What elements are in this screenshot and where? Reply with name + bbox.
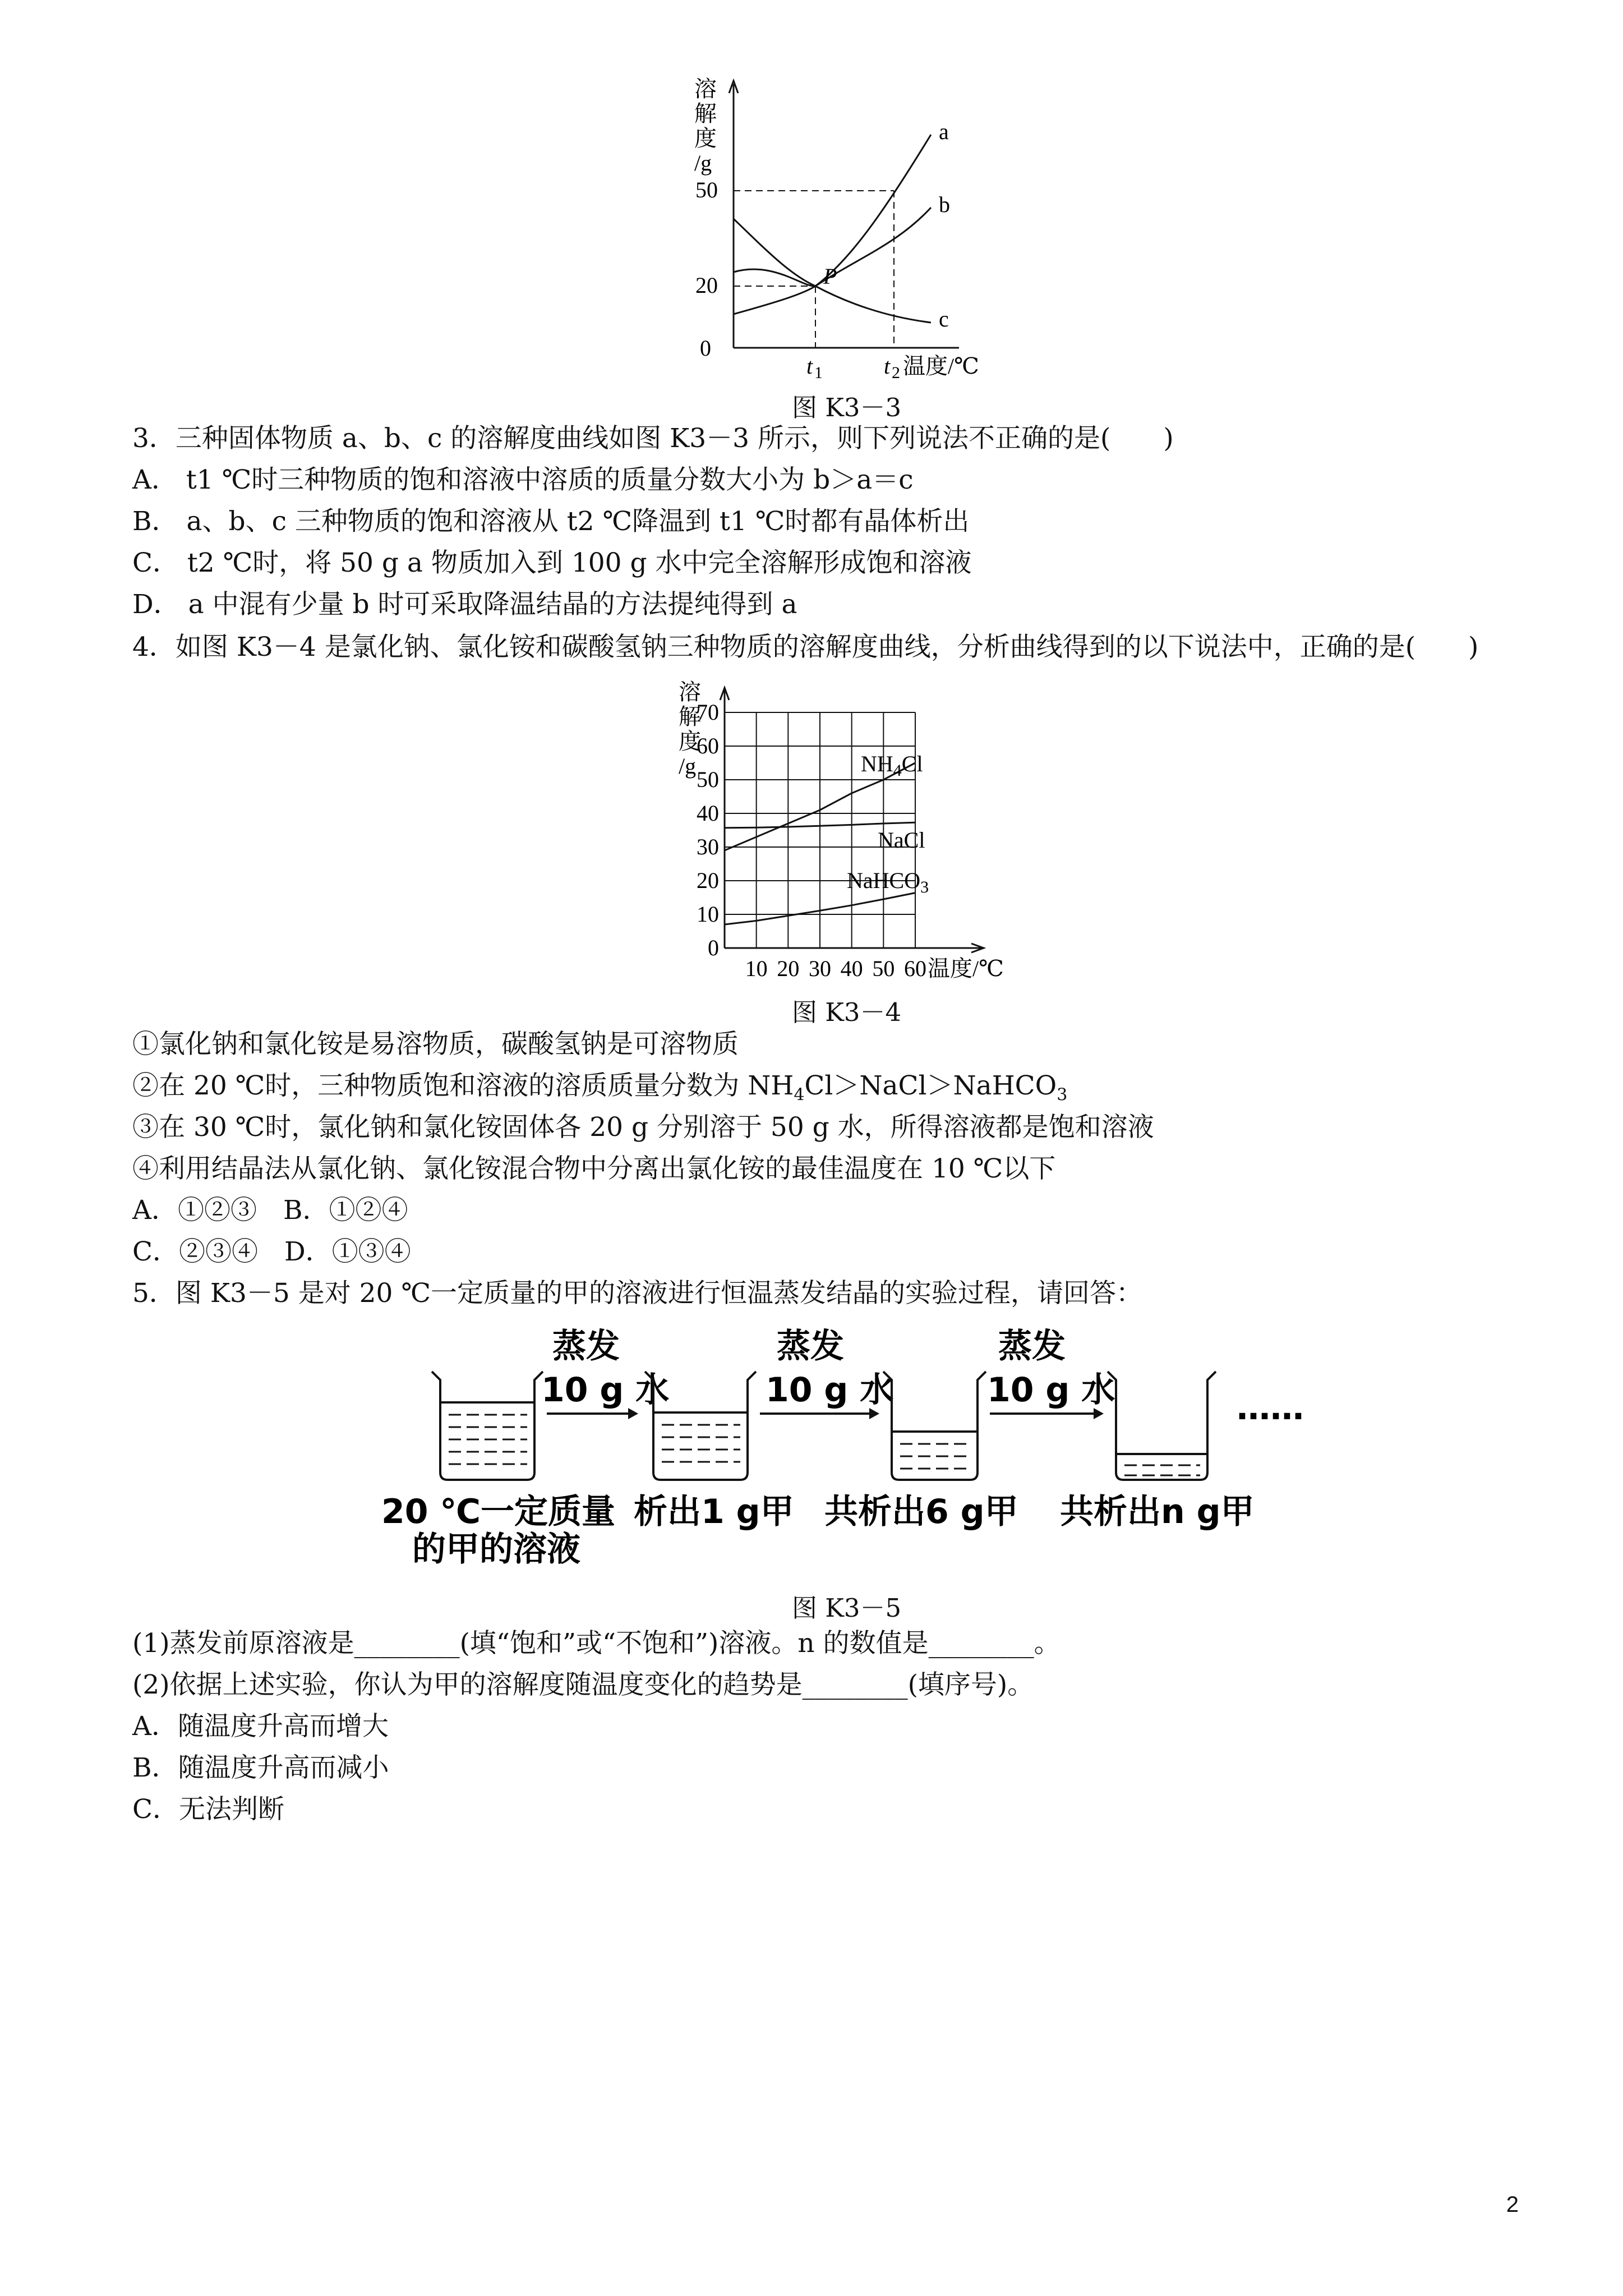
k33-ylabel-4: /g — [694, 150, 712, 176]
beaker-1-label-line2: 的甲的溶液 — [412, 1530, 580, 1565]
k34-ylabel-3: 度 — [679, 729, 701, 754]
k34-xlabel: 温度/℃ — [928, 956, 1004, 981]
k33-tick-t2: t — [884, 353, 891, 379]
k34-ytick: 50 — [697, 767, 719, 792]
beaker-4-label: 共析出n g甲 — [1060, 1492, 1255, 1531]
k34-ylabel-1: 溶 — [679, 679, 701, 705]
arrow-3-head — [1094, 1408, 1104, 1419]
figure-k3-4 — [656, 676, 1043, 990]
arrow-3-bottom: 10 g 水 — [987, 1370, 1115, 1410]
k34-ytick: 10 — [697, 901, 719, 927]
k34-x-ticks — [745, 956, 926, 981]
q3-option-a: A． t1 ℃时三种物质的饱和溶液中溶质的质量分数大小为 b＞a＝c — [132, 464, 914, 495]
figure-k3-5 — [359, 1318, 1335, 1565]
q5-option-a: A．随温度升高而增大 — [132, 1711, 389, 1742]
q4-stem: 4．如图 K3－4 是氯化钠、氯化铵和碳酸氢钠三种物质的溶解度曲线，分析曲线得到的以下说法中，正确的是( ) — [132, 632, 1479, 662]
k34-y-ticks — [697, 700, 719, 960]
q3-option-c: C． t2 ℃时，将 50 g a 物质加入到 100 g 水中完全溶解形成饱和溶液 — [132, 547, 972, 578]
k34-ytick: 70 — [697, 700, 719, 725]
q5-sub1: (1)蒸发前原溶液是________(填“饱和”或“不饱和”)溶液。n 的数值是________。 — [132, 1628, 1061, 1659]
k33-tick-20: 20 — [695, 273, 718, 298]
k34-grid — [720, 688, 984, 953]
figure-k3-4-caption: 图 K3－4 — [792, 997, 902, 1027]
k33-tick-t1-sub: 1 — [814, 364, 823, 382]
k34-xtick: 30 — [809, 956, 831, 981]
k34-ytick: 0 — [708, 935, 719, 960]
beaker-4 — [1108, 1372, 1216, 1480]
figure-k3-5-caption: 图 K3－5 — [792, 1593, 902, 1623]
arrow-1-head — [628, 1408, 638, 1419]
q4-statement-4: ④利用结晶法从氯化钠、氯化铵混合物中分离出氯化铵的最佳温度在 10 ℃以下 — [132, 1153, 1056, 1184]
q4-statement-3: ③在 30 ℃时，氯化钠和氯化铵固体各 20 g 分别溶于 50 g 水，所得溶液都是饱和溶液 — [132, 1112, 1154, 1143]
k34-label-nahco3: NaHCO$_3$ — [847, 868, 929, 896]
k34-xtick: 40 — [840, 956, 863, 981]
q5-stem: 5．图 K3－5 是对 20 ℃一定质量的甲的溶液进行恒温蒸发结晶的实验过程，请回答： — [132, 1278, 1142, 1309]
arrow-2-top: 蒸发 — [777, 1327, 844, 1366]
arrow-2-head — [869, 1408, 879, 1419]
k34-label-nh4cl: $NH_4Cl$ — [861, 751, 923, 780]
k34-xtick: 60 — [904, 956, 926, 981]
k33-label-b: b — [939, 192, 950, 217]
k34-ytick: 20 — [697, 868, 719, 893]
q4-options-ab: A．①②③ B．①②④ — [132, 1195, 408, 1226]
k33-y-label — [694, 76, 717, 176]
k34-ylabel-4: /g — [679, 753, 697, 779]
k34-y-label — [679, 679, 701, 779]
beaker-1 — [432, 1372, 543, 1480]
page-number: 2 — [1506, 2192, 1519, 2217]
q5-sub2: (2)依据上述实验，你认为甲的溶解度随温度变化的趋势是________(填序号)。 — [132, 1669, 1034, 1700]
k33-ylabel-1: 溶 — [694, 76, 717, 102]
k33-ylabel-2: 解 — [694, 101, 717, 126]
q5-option-c: C．无法判断 — [132, 1794, 284, 1825]
q4-statement-1: ①氯化钠和氯化铵是易溶物质，碳酸氢钠是可溶物质 — [132, 1029, 739, 1060]
k34-label-nacl: NaCl — [878, 827, 925, 853]
k34-ytick: 40 — [697, 800, 719, 826]
arrow-3-top: 蒸发 — [998, 1327, 1066, 1366]
arrow-1-bottom: 10 g 水 — [541, 1370, 670, 1410]
k34-xtick: 20 — [777, 956, 800, 981]
k34-ytick: 30 — [697, 834, 719, 859]
arrow-2-bottom: 10 g 水 — [766, 1370, 894, 1410]
beaker-3-label: 共析出6 g甲 — [824, 1492, 1018, 1531]
q5-option-b: B．随温度升高而减小 — [132, 1752, 389, 1783]
k33-tick-50: 50 — [695, 177, 718, 203]
beaker-2-label: 析出1 g甲 — [634, 1492, 794, 1531]
q4-options-cd: C．②③④ D．①③④ — [132, 1236, 411, 1267]
beaker-3 — [883, 1372, 986, 1480]
k33-xlabel: 温度/℃ — [903, 353, 979, 379]
k33-label-c: c — [939, 306, 949, 332]
k33-label-a: a — [939, 119, 949, 144]
arrow-1-top: 蒸发 — [552, 1327, 620, 1366]
q3-option-d: D． a 中混有少量 b 时可采取降温结晶的方法提纯得到 a — [132, 589, 797, 620]
q3-option-b: B． a、b、c 三种物质的饱和溶液从 t2 ℃降温到 t1 ℃时都有晶体析出 — [132, 506, 970, 537]
figure-k3-3-caption: 图 K3－3 — [792, 393, 902, 422]
k33-point-p: P — [823, 264, 837, 289]
k33-tick-t2-sub: 2 — [892, 364, 900, 382]
k34-xtick: 10 — [745, 956, 768, 981]
beaker-1-label: 20 ℃一定质量 — [381, 1492, 616, 1531]
ellipsis: …… — [1237, 1388, 1304, 1428]
k34-xtick: 50 — [872, 956, 895, 981]
k34-ylabel-2: 解 — [679, 704, 701, 729]
k34-ytick: 60 — [697, 733, 719, 758]
k33-tick-t1: t — [806, 353, 813, 379]
q4-statement-2: ②在 20 ℃时，三种物质饱和溶液的溶质质量分数为 $NH_4Cl>NaCl>NaHCO_3$ — [132, 1070, 1068, 1105]
k33-tick-0: 0 — [700, 335, 711, 361]
q3-stem: 3．三种固体物质 a、b、c 的溶解度曲线如图 K3－3 所示，则下列说法不正确的是( ) — [132, 423, 1174, 454]
figure-k3-3 — [690, 73, 1004, 387]
k33-ylabel-3: 度 — [694, 126, 717, 151]
